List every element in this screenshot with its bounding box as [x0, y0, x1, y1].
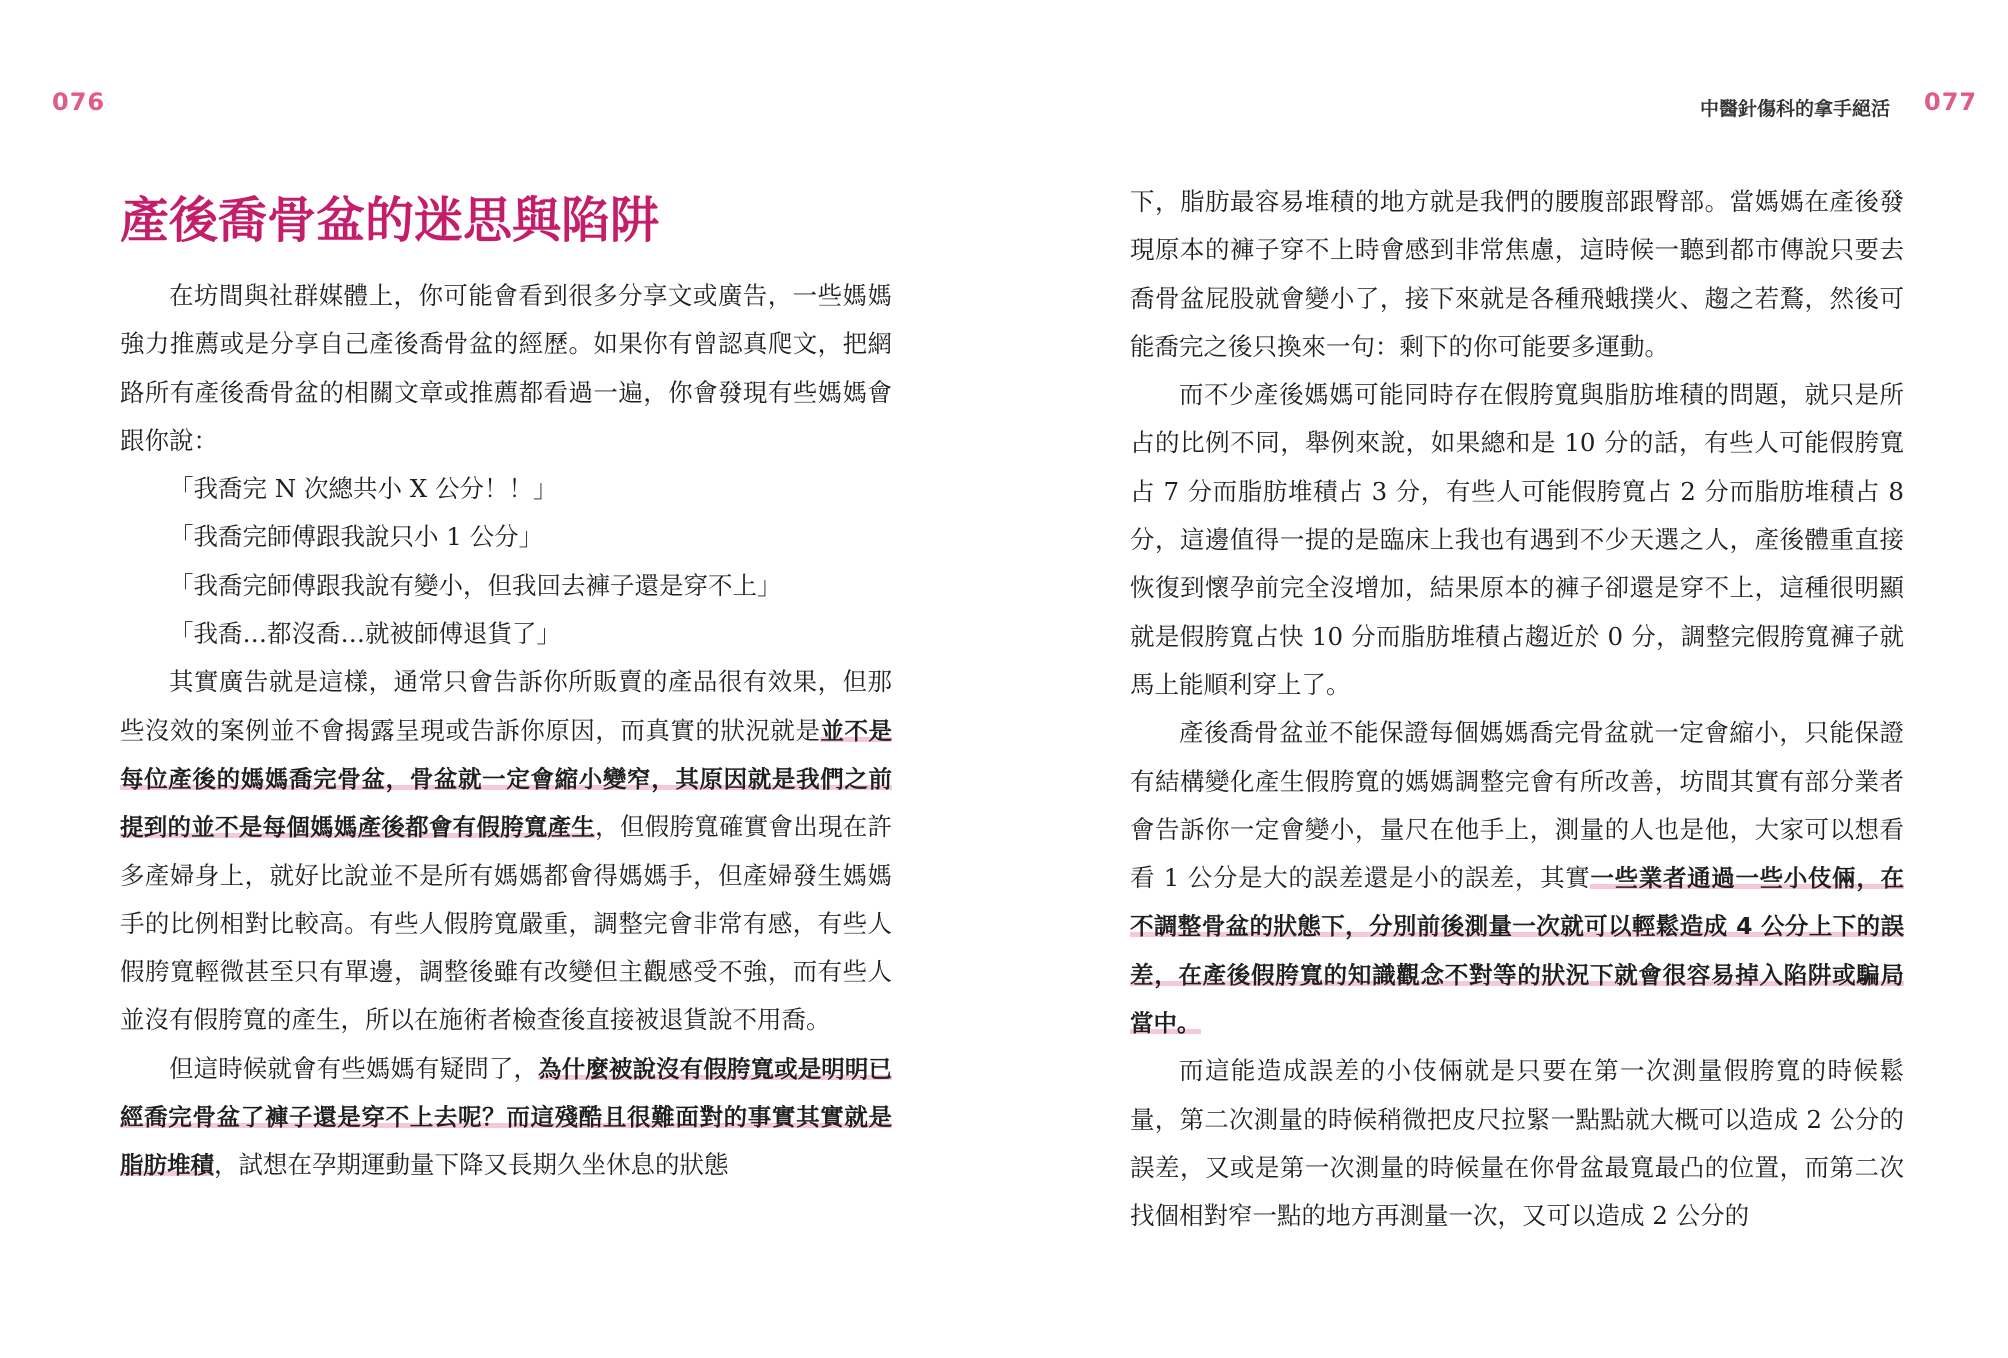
quote-3: 「我喬完師傅跟我說有變小，但我回去褲子還是穿不上」 — [169, 570, 782, 600]
quote-2: 「我喬完師傅跟我說只小 1 公分」 — [169, 522, 544, 552]
paragraph-measurement-tricks: 而這能造成誤差的小伎倆就是只要在第一次測量假胯寬的時候鬆量，第二次測量的時候稍微把皮尺拉緊一點點就大概可以造成 2 公分的誤差，又或是第一次測量的時候量在你骨盆最寬最凸的位置，而第二次找個相對窄一點的地方再測量一次，又可以造成 2 公分的 — [1130, 1056, 1904, 1231]
running-head: 中醫針傷科的拿手絕活 — [1700, 98, 1891, 120]
highlighted-text: 並不是每位產後的媽媽喬完骨盆，骨盆就一定會縮小變窄，其原因就是我們之前提到的並不是每個媽媽產後都會有假胯寬產生 — [120, 716, 893, 842]
text-segment: 但這時候就會有些媽媽有疑問了， — [169, 1053, 539, 1083]
paragraph-fat-accumulation — [120, 1045, 892, 1190]
text-segment: ，試想在孕期運動量下降又長期久坐休息的狀態 — [214, 1150, 729, 1180]
paragraph-intro: 在坊間與社群媒體上，你可能會看到很多分享文或廣告，一些媽媽強力推薦或是分享自己產後喬骨盆的經歷。如果你有曾認真爬文，把網路所有產後喬骨盆的相關文章或推薦都看過一遍，你會發現有些媽媽會跟你說： — [120, 281, 892, 455]
right-column — [1130, 178, 1904, 1241]
quote-4: 「我喬…都沒喬…就被師傅退貨了」 — [169, 619, 561, 649]
highlighted-text: 一些業者通過一些小伎倆，在不調整骨盆的狀態下，分別前後測量一次就可以輕鬆造成 4 公分上下的誤差，在產後假胯寬的知識觀念不對等的狀況下就會很容易掉入陷阱或騙局當中。 — [1130, 864, 1904, 1038]
paragraph-proportions: 而不少產後媽媽可能同時存在假胯寬與脂肪堆積的問題，就只是所占的比例不同，舉例來說，如果總和是 10 分的話，有些人可能假胯寬占 7 分而脂肪堆積占 3 分，有些人可能假胯寬占 2 分而脂肪堆積占 8 分，這邊值得一提的是臨床上我也有遇到不少天選之人，產後體重直接恢復到懷孕前完全沒增加，結果原本的褲子卻還是穿不上，這種很明顯就是假胯寬占快 10 分而脂肪堆積占趨近於 0 分，調整完假胯寬褲子就馬上能順利穿上了。 — [1130, 380, 1904, 699]
text-segment: 其實廣告就是這樣，通常只會告訴你所販賣的產品很有效果，但那些沒效的案例並不會揭露呈現或告訴你原因，而真實的狀況就是 — [120, 667, 892, 745]
left-page-number: 076 — [52, 88, 106, 116]
left-column — [120, 272, 892, 1190]
text-segment: ，但假胯寬確實會出現在許多產婦身上，就好比說並不是所有媽媽都會得媽媽手，但產婦發生媽媽手的比例相對比較高。有些人假胯寬嚴重，調整完會非常有感，有些人假胯寬輕微甚至只有單邊，調整後雖有改變但主觀感受不強，而有些人並沒有假胯寬的產生，所以在施術者檢查後直接被退貨說不用喬。 — [120, 812, 893, 1035]
right-page-number: 077 — [1924, 88, 1978, 116]
highlighted-text: 為什麼被說沒有假胯寬或是明明已經喬完骨盆了褲子還是穿不上去呢？而這殘酷且很難面對的事實其實就是脂肪堆積 — [120, 1054, 893, 1180]
paragraph-advertising — [120, 658, 892, 1044]
paragraph-no-guarantee — [1130, 709, 1904, 1047]
text-segment: 產後喬骨盆並不能保證每個媽媽喬完骨盆就一定會縮小，只能保證有結構變化產生假胯寬的媽媽調整完會有所改善，坊間其實有部分業者會告訴你一定會變小，量尺在他手上，測量的人也是他，大家可以想看看 1 公分是大的誤差還是小的誤差，其實 — [1130, 718, 1904, 893]
page-title: 產後喬骨盆的迷思與陷阱 — [120, 192, 660, 249]
paragraph-continued: 下，脂肪最容易堆積的地方就是我們的腰腹部跟臀部。當媽媽在產後發現原本的褲子穿不上時會感到非常焦慮，這時候一聽到都市傳說只要去喬骨盆屁股就會變小了，接下來就是各種飛蛾撲火、趨之若鶩，然後可能喬完之後只換來一句：剩下的你可能要多運動。 — [1130, 187, 1904, 361]
quote-1: 「我喬完 N 次總共小 X 公分！！」 — [169, 474, 558, 504]
